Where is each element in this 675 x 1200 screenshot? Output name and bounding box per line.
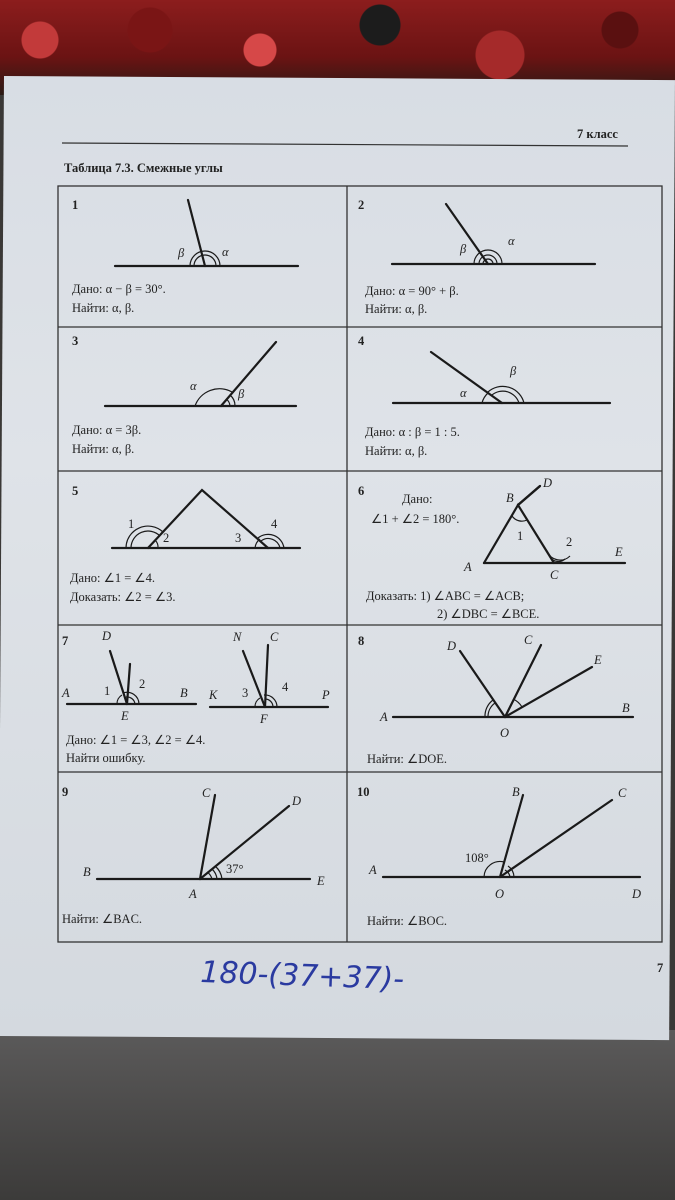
cell-7 <box>61 629 330 765</box>
cell-number: 9 <box>62 785 69 799</box>
cell-6 <box>358 476 625 621</box>
task-text: Найти: α, β. <box>72 301 135 315</box>
table-title: Таблица 7.3. Смежные углы <box>64 161 223 175</box>
angle-label: 3 <box>242 686 249 700</box>
angle-label: β <box>510 364 517 378</box>
cell-number: 3 <box>72 334 79 348</box>
given-text: Дано: α − β = 30°. <box>72 282 166 296</box>
point-label: O <box>500 726 510 740</box>
angle-label: β <box>460 242 467 256</box>
angle-label: β <box>238 387 245 401</box>
task-text: Найти ошибку. <box>66 751 146 765</box>
angle-label: 1 <box>104 684 111 698</box>
point-label: B <box>83 865 91 879</box>
cell-9 <box>62 785 325 926</box>
point-label: A <box>380 710 388 724</box>
angle-label: 37° <box>226 862 244 876</box>
task-text: Найти: α, β. <box>365 302 428 316</box>
point-label: C <box>550 568 559 582</box>
angle-label: 1 <box>128 517 135 531</box>
angle-label: 4 <box>282 680 289 694</box>
point-label: B <box>180 686 188 700</box>
task-text: Найти: α, β. <box>365 444 428 458</box>
cell-3 <box>72 334 296 456</box>
point-label: E <box>317 874 325 888</box>
given-text: Дано: α : β = 1 : 5. <box>365 425 460 439</box>
given-text: Дано: α = 90° + β. <box>365 284 459 298</box>
cell-10 <box>357 785 641 928</box>
angle-label: β <box>178 246 185 260</box>
cell-number: 10 <box>357 785 370 799</box>
angle-label: α <box>460 386 467 400</box>
point-label: B <box>512 785 520 799</box>
point-label: E <box>615 545 623 559</box>
point-label: N <box>233 630 242 644</box>
point-label: E <box>594 653 602 667</box>
cell-4 <box>358 334 610 458</box>
point-label: B <box>506 491 514 505</box>
task-text: Найти: ∠BOC. <box>367 914 448 928</box>
angle-label: 3 <box>235 531 242 545</box>
cell-5 <box>70 484 300 604</box>
point-label: C <box>202 786 211 800</box>
cell-number: 8 <box>358 634 365 648</box>
cell-number: 1 <box>72 198 79 212</box>
point-label: C <box>524 633 533 647</box>
point-label: D <box>447 639 457 653</box>
point-label: E <box>121 709 129 723</box>
point-label: C <box>618 786 627 800</box>
given-text: ∠1 + ∠2 = 180°. <box>371 512 460 526</box>
given-text: Дано: ∠1 = ∠3, ∠2 = ∠4. <box>66 733 206 747</box>
handwritten-note: 180-(37+37)- <box>199 955 405 998</box>
point-label: A <box>62 686 70 700</box>
angle-label: 108° <box>465 851 489 865</box>
given-text: Дано: <box>402 492 433 506</box>
task-text: Доказать: ∠2 = ∠3. <box>70 590 176 604</box>
cell-number: 2 <box>358 198 365 212</box>
header-rule <box>62 143 628 146</box>
point-label: A <box>369 863 377 877</box>
cell-1 <box>72 198 298 315</box>
angle-label: α <box>190 379 197 393</box>
cell-number: 5 <box>72 484 79 498</box>
point-label: B <box>622 701 630 715</box>
cell-8 <box>358 633 633 766</box>
point-label: P <box>322 688 330 702</box>
angle-label: α <box>508 234 515 248</box>
cell-number: 4 <box>358 334 365 348</box>
point-label: A <box>189 887 197 901</box>
cell-number: 6 <box>358 484 365 498</box>
point-label: K <box>209 688 218 702</box>
task-text: Найти: ∠BAC. <box>62 912 143 926</box>
grade-label: 7 класс <box>577 127 618 141</box>
cell-number: 7 <box>62 634 69 648</box>
point-label: F <box>260 712 268 726</box>
given-text: Дано: α = 3β. <box>72 423 142 437</box>
angle-label: 4 <box>271 517 278 531</box>
angle-label: 2 <box>139 677 146 691</box>
point-label: D <box>632 887 642 901</box>
task-text: Доказать: 1) ∠ABC = ∠ACB; <box>366 589 525 603</box>
angle-label: α <box>222 245 229 259</box>
angle-label: 2 <box>163 531 170 545</box>
angle-label: 2 <box>566 535 573 549</box>
page-number: 7 <box>657 961 664 975</box>
point-label: D <box>543 476 553 490</box>
cell-2 <box>358 198 595 316</box>
task-text: 2) ∠DBC = ∠BCE. <box>437 607 540 621</box>
point-label: C <box>270 630 279 644</box>
point-label: D <box>292 794 302 808</box>
angle-label: 1 <box>517 529 524 543</box>
point-label: A <box>464 560 472 574</box>
task-text: Найти: ∠DOE. <box>367 752 448 766</box>
point-label: O <box>495 887 505 901</box>
task-text: Найти: α, β. <box>72 442 135 456</box>
point-label: D <box>102 629 112 643</box>
given-text: Дано: ∠1 = ∠4. <box>70 571 155 585</box>
